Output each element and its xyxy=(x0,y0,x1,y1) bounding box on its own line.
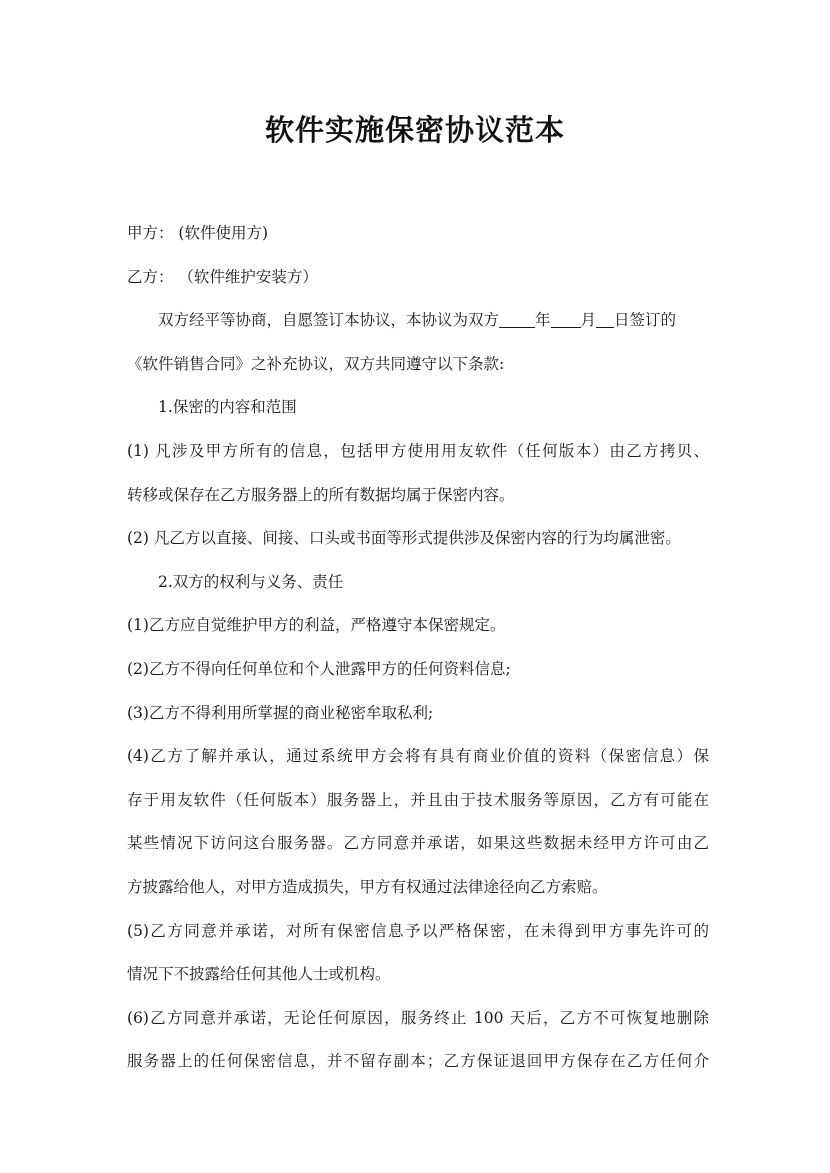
section-2-item-6-line-2: 服务器上的任何保密信息，并不留存副本；乙方保证退回甲方保存在乙方任何介 xyxy=(127,1052,709,1071)
section-2-item-4-line-2: 存于用友软件（任何版本）服务器上，并且由于技术服务等原因，乙方有可能在 xyxy=(127,790,709,809)
month-label: 月 xyxy=(580,311,597,330)
section-2-item-5-line-1: (5)乙方同意并承诺，对所有保密信息予以严格保密，在未得到甲方事先许可的 xyxy=(127,921,709,940)
intro-text: 双方经平等协商，自愿签订本协议，本协议为双方 xyxy=(158,311,500,330)
section-2-item-5-line-2: 情况下不披露给任何其他人士或机构。 xyxy=(127,965,391,984)
document-body xyxy=(127,212,709,1084)
section-2-item-4-line-1: (4)乙方了解并承认，通过系统甲方会将有具有商业价值的资料（保密信息）保 xyxy=(127,747,709,766)
section-2-item-4-line-3: 某些情况下访问这台服务器。乙方同意并承诺，如果这些数据未经甲方许可由乙 xyxy=(127,834,709,853)
section-2-item-3: (3)乙方不得利用所掌握的商业秘密牟取私利; xyxy=(127,703,434,722)
section-1-item-1-line-2: 转移或保存在乙方服务器上的所有数据均属于保密内容。 xyxy=(127,485,515,504)
day-blank xyxy=(596,310,614,328)
section-1-heading: 1.保密的内容和范围 xyxy=(158,398,297,417)
document-title: 软件实施保密协议范本 xyxy=(264,113,565,147)
party-b-line: 乙方： （软件维护安装方） xyxy=(127,267,318,286)
section-2-item-6-line-1: (6)乙方同意并承诺，无论任何原因，服务终止 100 天后，乙方不可恢复地删除 xyxy=(127,1008,709,1027)
party-a-line: 甲方： (软件使用方) xyxy=(127,224,269,242)
section-2-item-2: (2)乙方不得向任何单位和个人泄露甲方的任何资料信息; xyxy=(127,659,511,678)
section-2-item-4-line-4: 方披露给他人，对甲方造成损失，甲方有权通过法律途径向乙方索赔。 xyxy=(127,877,608,896)
section-1-item-1-line-1: (1) 凡涉及甲方所有的信息，包括甲方使用用友软件（任何版本）由乙方拷贝、 xyxy=(127,441,709,460)
section-2-item-1: (1)乙方应自觉维护甲方的利益，严格遵守本保密规定。 xyxy=(127,616,506,635)
year-label: 年 xyxy=(535,311,551,330)
intro-line-1 xyxy=(127,299,709,343)
year-blank xyxy=(499,310,535,328)
section-2-heading: 2.双方的权利与义务、责任 xyxy=(158,572,344,591)
section-1-item-2: (2) 凡乙方以直接、间接、口头或书面等形式提供涉及保密内容的行为均属泄密。 xyxy=(127,529,681,548)
month-blank xyxy=(551,310,581,328)
intro-line-2: 《软件销售合同》之补充协议，双方共同遵守以下条款: xyxy=(127,354,505,373)
day-label: 日签订的 xyxy=(614,311,677,330)
